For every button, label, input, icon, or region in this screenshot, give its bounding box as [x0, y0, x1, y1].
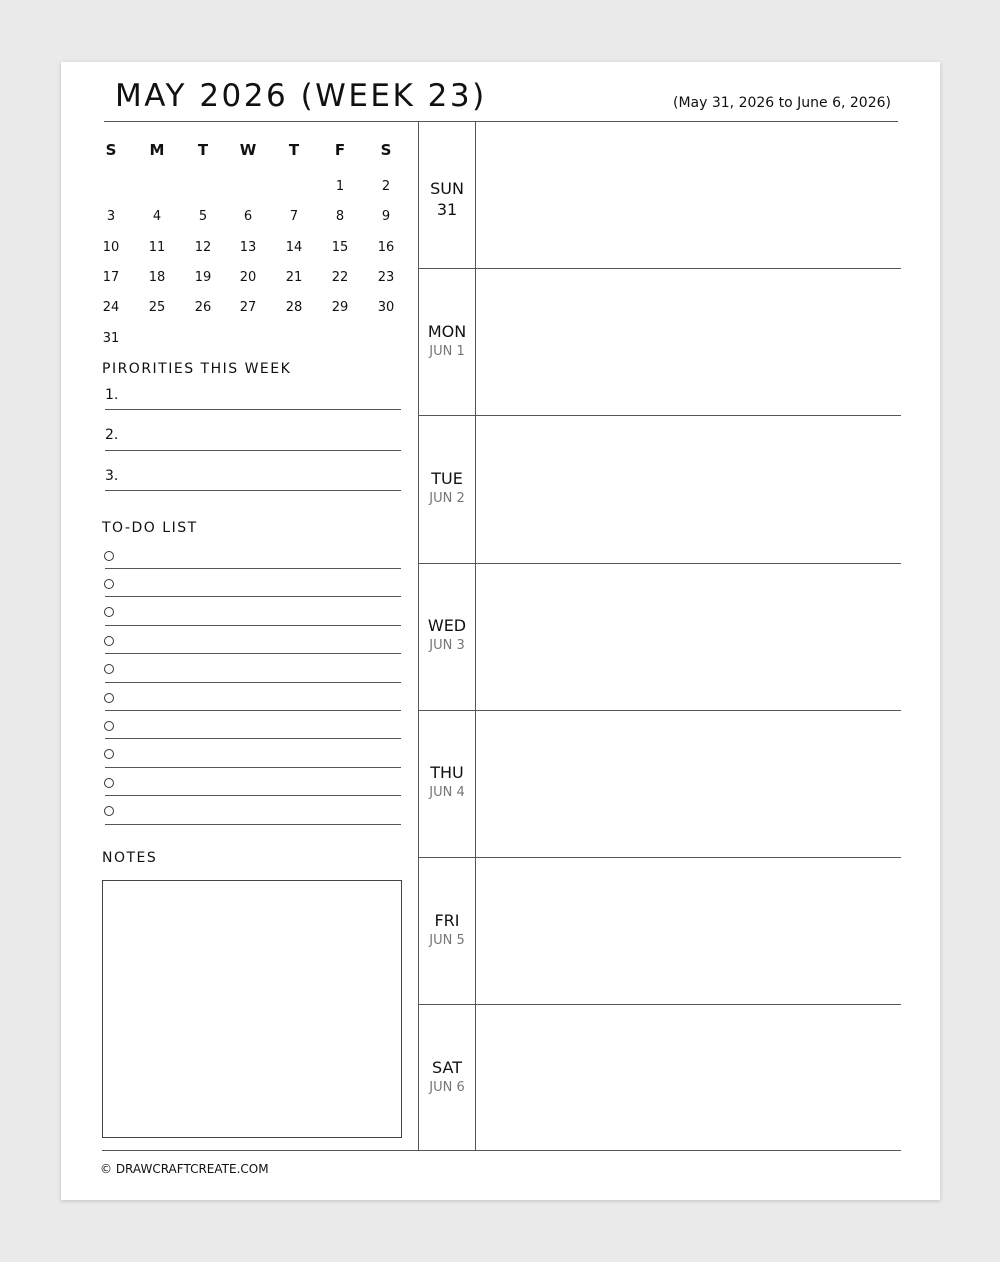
- priority-line[interactable]: [105, 450, 401, 451]
- calendar-day: 4: [152, 209, 162, 224]
- day-date: JUN 4: [429, 785, 465, 801]
- todo-line[interactable]: [105, 738, 401, 739]
- notes-box[interactable]: [102, 880, 402, 1138]
- calendar-day: 7: [289, 209, 299, 224]
- calendar-day: 21: [285, 270, 303, 285]
- calendar-day: 12: [194, 240, 212, 255]
- calendar-day: 31: [102, 331, 120, 346]
- todo-checkbox[interactable]: [104, 693, 114, 703]
- day-entry-area[interactable]: [476, 564, 900, 709]
- day-date: JUN 6: [429, 1079, 465, 1095]
- calendar-day: 11: [148, 240, 166, 255]
- calendar-day: 16: [377, 240, 395, 255]
- priority-number: 2.: [105, 427, 119, 443]
- calendar-day: 25: [148, 300, 166, 315]
- todo-line[interactable]: [105, 625, 401, 626]
- todo-line[interactable]: [105, 767, 401, 768]
- calendar-day: 18: [148, 270, 166, 285]
- todo-line[interactable]: [105, 568, 401, 569]
- calendar-day: 3: [106, 209, 116, 224]
- weekday-header: S: [380, 141, 392, 159]
- calendar-day: 20: [239, 270, 257, 285]
- todo-checkbox[interactable]: [104, 778, 114, 788]
- weekday-header: T: [288, 141, 300, 159]
- day-entry-area[interactable]: [476, 1005, 900, 1150]
- calendar-day: 10: [102, 240, 120, 255]
- priority-line[interactable]: [105, 409, 401, 410]
- priority-number: 1.: [105, 387, 119, 403]
- calendar-day: 13: [239, 240, 257, 255]
- priorities-title: PIRORITIES THIS WEEK: [102, 361, 292, 377]
- calendar-day: 19: [194, 270, 212, 285]
- todo-line[interactable]: [105, 710, 401, 711]
- calendar-day: 2: [381, 179, 391, 194]
- day-name: TUE: [431, 469, 463, 488]
- day-entry-area[interactable]: [476, 122, 900, 267]
- day-entry-area[interactable]: [476, 416, 900, 561]
- page-title: MAY 2026 (WEEK 23): [115, 78, 487, 114]
- calendar-day: 29: [331, 300, 349, 315]
- day-entry-area[interactable]: [476, 711, 900, 856]
- todo-title: TO-DO LIST: [102, 520, 198, 536]
- date-range: (May 31, 2026 to June 6, 2026): [673, 95, 891, 111]
- weekday-header: W: [239, 141, 257, 159]
- weekday-header: F: [334, 141, 346, 159]
- calendar-day: 28: [285, 300, 303, 315]
- todo-checkbox[interactable]: [104, 579, 114, 589]
- calendar-day: 1: [335, 179, 345, 194]
- calendar-day: 26: [194, 300, 212, 315]
- day-date: JUN 2: [429, 491, 465, 506]
- calendar-day: 24: [102, 300, 120, 315]
- day-name: SUN: [430, 179, 464, 198]
- calendar-day: 22: [331, 270, 349, 285]
- calendar-day: 5: [198, 209, 208, 224]
- todo-line[interactable]: [105, 653, 401, 654]
- calendar-day: 27: [239, 300, 257, 315]
- day-name: WED: [427, 616, 467, 636]
- day-name: MON: [427, 321, 467, 341]
- todo-checkbox[interactable]: [104, 551, 114, 561]
- day-date: JUN 3: [429, 638, 465, 654]
- weekday-header: T: [197, 141, 209, 159]
- calendar-day: 17: [102, 270, 120, 285]
- day-name: SAT: [432, 1057, 462, 1077]
- day-name: FRI: [434, 910, 460, 930]
- calendar-day: 30: [377, 300, 395, 315]
- priority-line[interactable]: [105, 490, 401, 491]
- todo-line[interactable]: [105, 596, 401, 597]
- footer-credit: © DRAWCRAFTCREATE.COM: [100, 1162, 269, 1176]
- day-date: 31: [436, 200, 458, 219]
- calendar-day: 6: [243, 209, 253, 224]
- calendar-day: 14: [285, 240, 303, 255]
- calendar-day: 9: [381, 209, 391, 224]
- calendar-day: 8: [335, 209, 345, 224]
- notes-title: NOTES: [102, 850, 158, 866]
- todo-line[interactable]: [105, 682, 401, 683]
- day-entry-area[interactable]: [476, 269, 900, 414]
- column-divider-left: [418, 121, 419, 1150]
- day-date: JUN 1: [429, 343, 465, 359]
- calendar-day: 23: [377, 270, 395, 285]
- todo-line[interactable]: [105, 824, 401, 825]
- priority-number: 3.: [105, 468, 119, 484]
- todo-line[interactable]: [105, 795, 401, 796]
- day-date: JUN 5: [429, 932, 465, 948]
- day-name: THU: [430, 763, 464, 783]
- day-entry-area[interactable]: [476, 858, 900, 1003]
- todo-checkbox[interactable]: [104, 636, 114, 646]
- weekday-header: S: [105, 141, 117, 159]
- weekday-header: M: [149, 141, 165, 159]
- todo-checkbox[interactable]: [104, 721, 114, 731]
- calendar-day: 15: [331, 240, 349, 255]
